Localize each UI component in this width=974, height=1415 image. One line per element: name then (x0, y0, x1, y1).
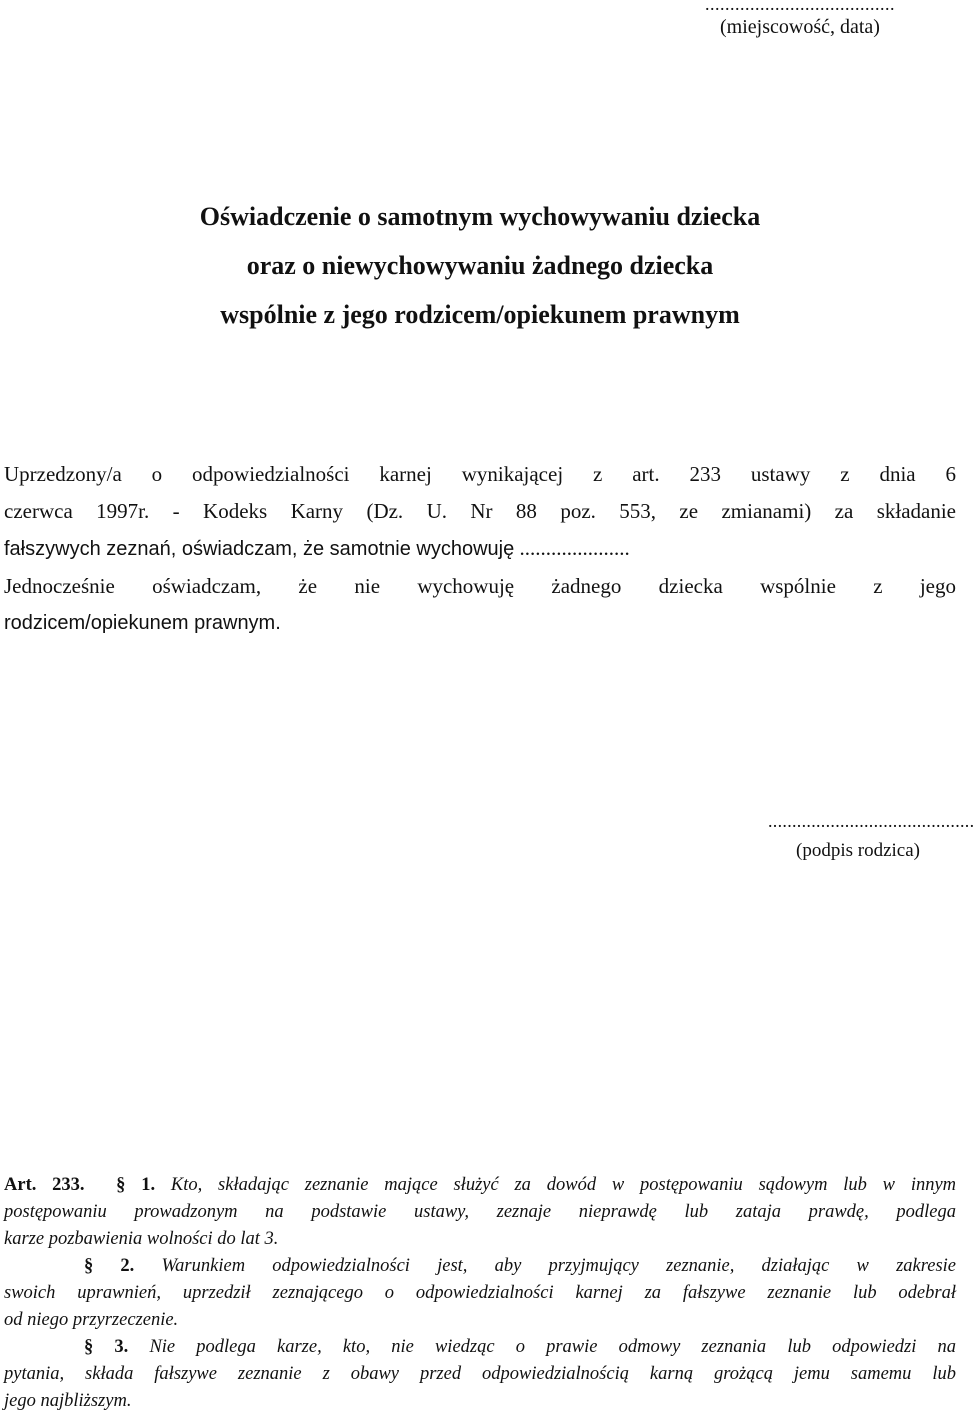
law-paragraph-1-line (4, 1226, 956, 1253)
declaration-line: Uprzedzony/a o odpowiedzialności karnej wynikającej z art. 233 ustawy z dnia 6 (4, 462, 956, 486)
declaration-body (4, 456, 956, 642)
declaration-line: czerwca 1997r. - Kodeks Karny (Dz. U. Nr 88 poz. 553, ze zmianami) za składanie (4, 499, 956, 523)
signature-caption: (podpis rodzica) (796, 840, 920, 861)
law-paragraph-1-line (4, 1199, 956, 1226)
law-text: od niego przyrzeczenie. (4, 1310, 179, 1330)
section-mark: § 3. (84, 1337, 129, 1357)
declaration-line: Jednocześnie oświadczam, że nie wychowuję żadnego dziecka wspólnie z jego (4, 574, 956, 598)
law-text: Nie podlega karze, kto, nie wiedząc o prawie odmowy zeznania lub odpowiedzi na (149, 1337, 957, 1357)
child-name-dotted-field: ..................... (519, 536, 630, 560)
law-paragraph-2-line (4, 1280, 956, 1307)
law-text: karze pozbawienia wolności do lat 3. (4, 1229, 279, 1249)
section-mark: § 2. (84, 1256, 135, 1276)
declaration-text: fałszywych zeznań, oświadczam, że samotnie wychowuję (4, 538, 515, 560)
law-text: Warunkiem odpowiedzialności jest, aby przyjmujący zeznanie, działając w zakresie (161, 1256, 957, 1276)
declaration-line: rodzicem/opiekunem prawnym. (4, 612, 281, 634)
place-date-block (700, 0, 900, 39)
place-date-caption: (miejscowość, data) (720, 16, 880, 38)
law-paragraph-3-line (4, 1388, 956, 1415)
document-title (0, 192, 960, 339)
signature-block (768, 811, 974, 862)
law-text: pytania, składa fałszywe zeznanie z obawy przed odpowiedzialnością karną grożącą jemu samemu lub (4, 1364, 956, 1384)
title-line-2: oraz o niewychowywaniu żadnego dziecka (246, 251, 714, 280)
signature-dotted-line: ........................................... (768, 811, 974, 831)
law-paragraph-2-line (4, 1253, 956, 1280)
law-text: swoich uprawnień, uprzedził zeznającego o odpowiedzialności karnej za fałszywe zeznanie lub odebrał (4, 1283, 956, 1303)
law-paragraph-1-line (4, 1172, 956, 1199)
law-text: postępowaniu prowadzonym na podstawie ustawy, zeznaje nieprawdę lub zataja prawdę, podlega (4, 1202, 956, 1222)
legal-excerpt (4, 1172, 956, 1415)
article-label: Art. 233. (4, 1175, 85, 1195)
title-line-1: Oświadczenie o samotnym wychowywaniu dziecka (199, 202, 761, 231)
law-text: Kto, składając zeznanie mające służyć za dowód w postępowaniu sądowym lub w innym (170, 1175, 957, 1195)
section-mark: § 1. (116, 1175, 156, 1195)
law-paragraph-3-line (4, 1361, 956, 1388)
law-paragraph-2-line (4, 1307, 956, 1334)
law-text: jego najbliższym. (4, 1391, 132, 1411)
declaration-line (4, 530, 956, 568)
law-paragraph-3-line (4, 1334, 956, 1361)
title-line-3: wspólnie z jego rodzicem/opiekunem prawnym (220, 300, 740, 329)
place-date-dotted-line: ...................................... (705, 0, 895, 14)
